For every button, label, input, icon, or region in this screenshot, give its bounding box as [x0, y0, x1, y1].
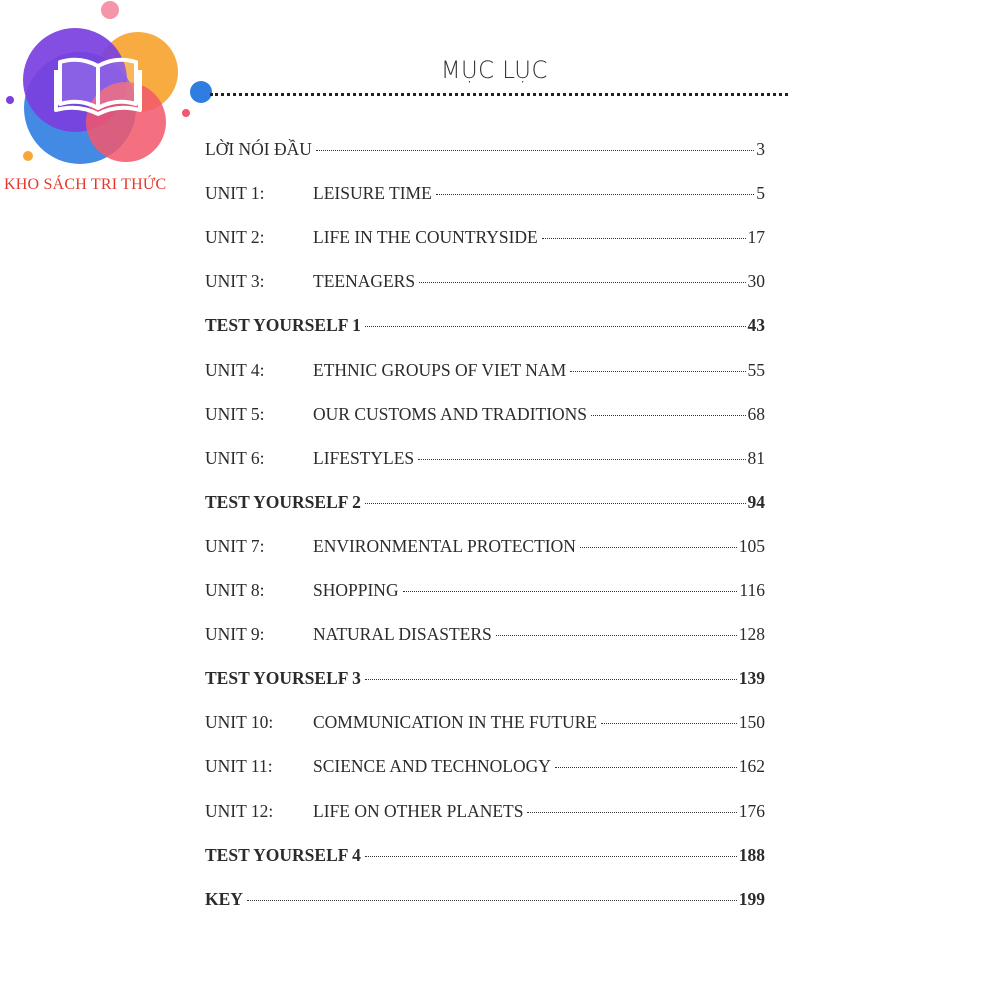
toc-entry	[205, 889, 765, 915]
toc-dot-leader	[418, 459, 745, 460]
toc-entry	[205, 580, 765, 606]
toc-page-number: 43	[747, 315, 765, 336]
toc-dot-leader	[555, 767, 737, 768]
toc-entry-title: ENVIRONMENTAL PROTECTION	[313, 535, 576, 556]
toc-entry-title: LIFE ON OTHER PLANETS	[313, 800, 524, 821]
toc-unit-number: UNIT 4:	[205, 359, 265, 380]
toc-page-number: 150	[738, 712, 765, 733]
toc-page-number: 94	[747, 491, 765, 512]
toc-unit-number: UNIT 6:	[205, 447, 265, 468]
toc-entry	[205, 756, 765, 782]
toc-dot-leader	[365, 856, 737, 857]
toc-unit-number: UNIT 11:	[205, 756, 273, 777]
toc-dot-leader	[365, 503, 746, 504]
toc-entry-title: LỜI NÓI ĐẦU	[205, 139, 312, 159]
toc-entry-title: TEENAGERS	[313, 271, 416, 292]
toc-entry	[205, 315, 765, 341]
toc-unit-number: UNIT 12:	[205, 800, 274, 821]
toc-entry-title: SHOPPING	[313, 580, 399, 600]
toc-dot-leader	[247, 900, 737, 901]
toc-entry	[205, 448, 765, 474]
toc-page-number: 162	[738, 756, 765, 777]
toc-page-number: 17	[747, 227, 765, 248]
toc-entry	[205, 845, 765, 871]
open-book-logo-icon	[0, 0, 230, 200]
toc-entry-title: LEISURE TIME	[313, 183, 432, 204]
toc-entry	[205, 801, 765, 827]
toc-dot-leader	[542, 238, 746, 239]
toc-entry	[205, 360, 765, 386]
toc-unit-number: UNIT 3:	[205, 271, 265, 292]
toc-entry	[205, 624, 765, 650]
toc-entry-title: TEST YOURSELF 2	[205, 491, 361, 512]
toc-entry-title: LIFE IN THE COUNTRYSIDE	[313, 227, 538, 248]
toc-page-number: 128	[738, 624, 765, 645]
toc-page-number: 30	[747, 271, 765, 292]
toc-entry-title: LIFESTYLES	[313, 447, 415, 468]
toc-entry	[205, 668, 765, 694]
toc-dot-leader	[601, 723, 737, 724]
title-dotted-divider	[210, 93, 788, 96]
toc-entry	[205, 227, 765, 253]
toc-entry	[205, 492, 765, 518]
toc-entry	[205, 712, 765, 738]
toc-dot-leader	[316, 150, 754, 151]
toc-entry-title: SCIENCE AND TECHNOLOGY	[313, 756, 551, 777]
toc-entry	[205, 536, 765, 562]
toc-entry-title: TEST YOURSELF 3	[205, 668, 361, 689]
brand-name: KHO SÁCH TRI THỨC	[4, 176, 167, 193]
toc-dot-leader	[419, 282, 745, 283]
toc-entry	[205, 183, 765, 209]
toc-entry-title: COMMUNICATION IN THE FUTURE	[313, 712, 598, 733]
toc-unit-number: UNIT 5:	[205, 403, 265, 424]
toc-dot-leader	[591, 415, 745, 416]
toc-unit-number: UNIT 2:	[205, 227, 265, 248]
toc-entry-title: NATURAL DISASTERS	[313, 624, 492, 645]
toc-page-number: 188	[738, 844, 765, 865]
toc-unit-number: UNIT 8:	[205, 580, 265, 600]
toc-page-number: 81	[747, 447, 765, 468]
toc-page-number: 3	[756, 139, 765, 159]
toc-dot-leader	[365, 679, 737, 680]
toc-unit-number: UNIT 1:	[205, 183, 265, 204]
toc-page-number: 105	[738, 535, 765, 556]
toc-dot-leader	[527, 812, 736, 813]
toc-dot-leader	[496, 635, 737, 636]
toc-entry-title: ETHNIC GROUPS OF VIET NAM	[313, 359, 567, 380]
toc-page-number: 5	[756, 183, 765, 204]
toc-unit-number: UNIT 7:	[205, 535, 265, 556]
toc-dot-leader	[580, 547, 737, 548]
toc-entry-title: TEST YOURSELF 4	[205, 844, 361, 865]
toc-unit-number: UNIT 10:	[205, 712, 274, 733]
toc-entry	[205, 404, 765, 430]
toc-entry-title: TEST YOURSELF 1	[205, 315, 361, 336]
toc-page-number: 55	[747, 359, 765, 380]
toc-page-number: 199	[738, 888, 765, 909]
toc-entry-title: OUR CUSTOMS AND TRADITIONS	[313, 403, 588, 424]
toc-dot-leader	[570, 371, 745, 372]
toc-dot-leader	[403, 591, 738, 592]
toc-page-number: 68	[747, 403, 765, 424]
toc-dot-leader	[365, 326, 746, 327]
toc-page-number: 176	[738, 800, 765, 821]
toc-entry	[205, 271, 765, 297]
toc-entry-title: KEY	[205, 888, 243, 909]
toc-unit-number: UNIT 9:	[205, 624, 265, 645]
toc-page-number: 116	[739, 580, 765, 600]
brand-logo	[0, 0, 230, 200]
toc-dot-leader	[436, 194, 754, 195]
toc-entry	[205, 139, 765, 165]
page-title: MỤC LỤC	[440, 56, 548, 84]
toc-page-number: 139	[738, 668, 765, 689]
